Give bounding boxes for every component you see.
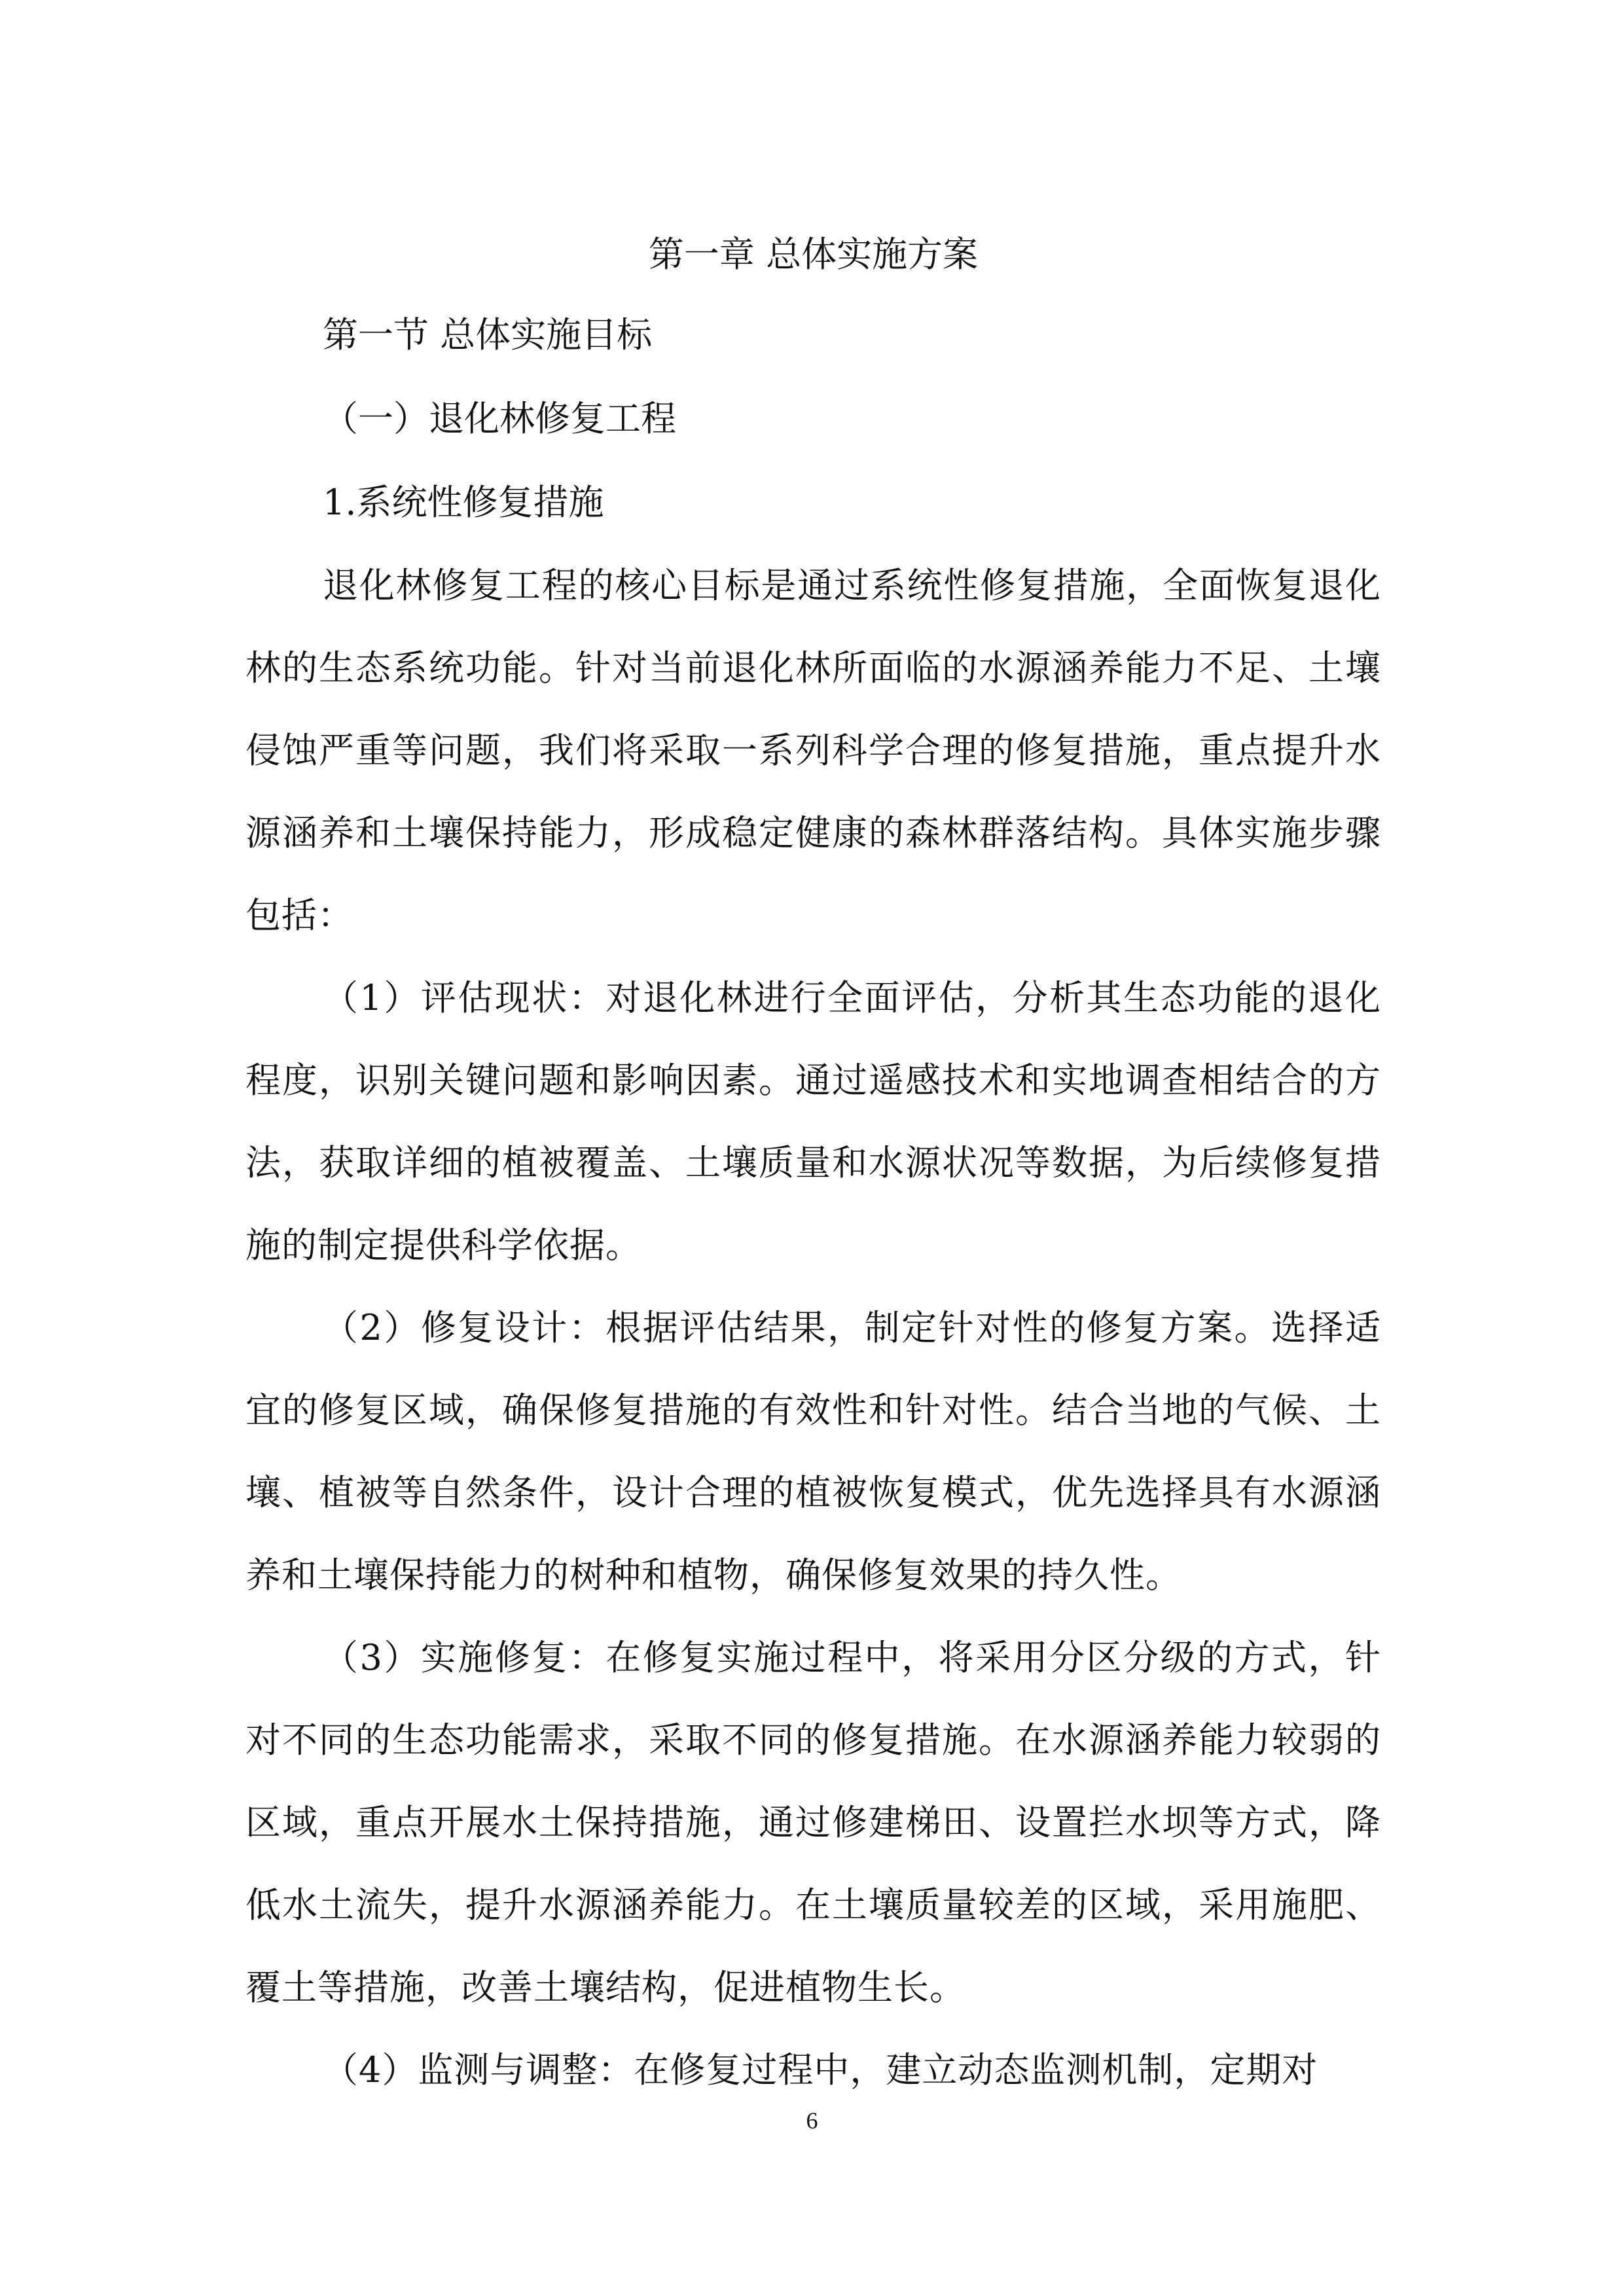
section-title: 第一节 总体实施目标 xyxy=(323,314,653,355)
paragraph-intro: 退化林修复工程的核心目标是通过系统性修复措施，全面恢复退化林的生态系统功能。针对当前退化林所面临的水源涵养能力不足、土壤侵蚀严重等问题，我们将采取一系列科学合理的修复措施，重点提升水源涵养和土壤保持能力，形成稳定健康的森林群落结构。具体实施步骤包括： xyxy=(245,565,1381,936)
subsubsection-title: 1.系统性修复措施 xyxy=(323,482,604,523)
chapter-title: 第一章 总体实施方案 xyxy=(648,234,979,275)
page-number: 6 xyxy=(806,2108,818,2134)
paragraph-assess: （1）评估现状：对退化林进行全面评估，分析其生态功能的退化程度，识别关键问题和影响因素。通过遥感技术和实地调查相结合的方法，获取详细的植被覆盖、土壤质量和水源状况等数据，为后续修复措施的制定提供科学依据。 xyxy=(245,977,1381,1266)
paragraph-implement: （3）实施修复：在修复实施过程中，将采用分区分级的方式，针对不同的生态功能需求，采取不同的修复措施。在水源涵养能力较弱的区域，重点开展水土保持措施，通过修建梯田、设置拦水坝等方式，降低水土流失，提升水源涵养能力。在土壤质量较差的区域，采用施肥、覆土等措施，改善土壤结构，促进植物生长。 xyxy=(245,1637,1381,2008)
paragraph-design: （2）修复设计：根据评估结果，制定针对性的修复方案。选择适宜的修复区域，确保修复措施的有效性和针对性。结合当地的气候、土壤、植被等自然条件，设计合理的植被恢复模式，优先选择具有水源涵养和土壤保持能力的树种和植物，确保修复效果的持久性。 xyxy=(245,1307,1381,1596)
subsection-title: （一）退化林修复工程 xyxy=(323,398,676,439)
page-content xyxy=(245,216,1381,2111)
paragraph-monitor: （4）监测与调整：在修复过程中，建立动态监测机制，定期对 xyxy=(323,2049,1318,2090)
